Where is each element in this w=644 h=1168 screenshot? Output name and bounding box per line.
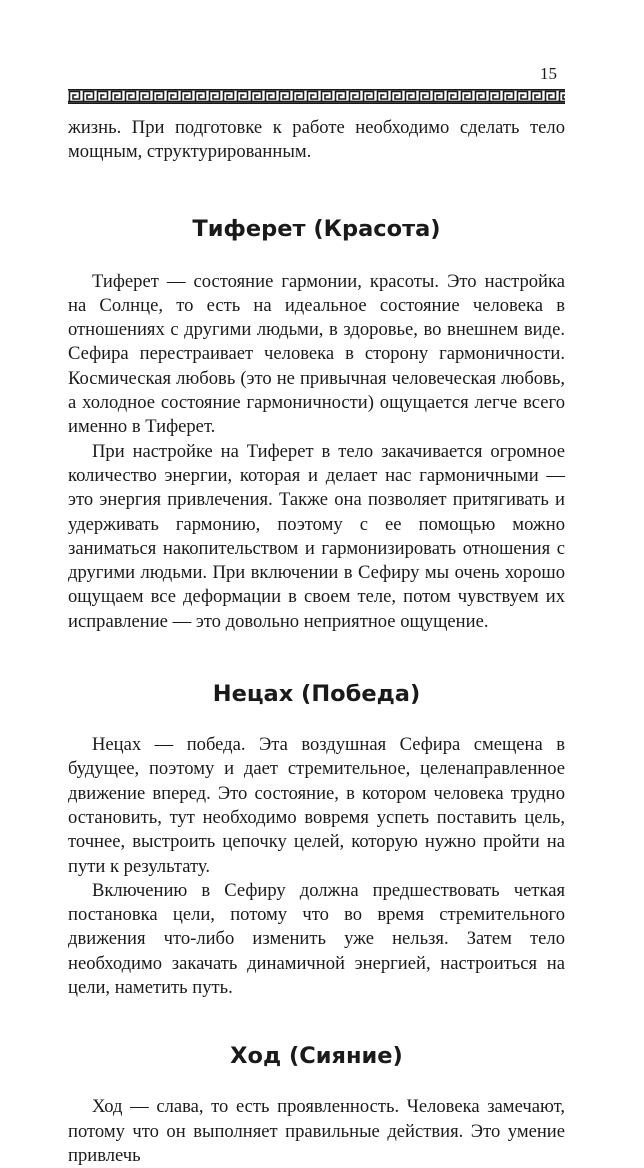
section-heading-tiferet: Тиферет (Красота) [192,215,441,242]
page-number: 15 [540,64,557,83]
section-heading-netzah: Нецах (Победа) [212,681,421,708]
paragraph-netzah-2: Включению в Сефиру должна предшествовать четкая постановка цели, потому что во время стремительного движения что-либо изменить уже нельзя. Затем тело необходимо закачать динамичной энергией, настроиться на цели, наметить путь. [68,879,565,999]
paragraph-tiferet-1: Тиферет — состояние гармонии, красоты. Это настройка на Солнце, то есть на идеальное состояние человека в отношениях с другими людьми, в здоровье, во внешнем виде. Сефира перестраивает человека в сторону гармоничности. Космическая любовь (это не привычная человеческая любовь, а холодное состояние гармоничности) ощущается легче всего именно в Тиферет. [68,270,565,438]
page-content [68,116,565,1168]
section-heading-hod: Ход (Сияние) [230,1043,403,1070]
greek-key-border-icon [68,89,565,104]
paragraph-hod-1: Ход — слава, то есть проявленность. Человека замечают, потому что он выполняет правильные действия. Это умение привлечь [68,1096,565,1166]
paragraph-netzah-1: Нецах — победа. Эта воздушная Сефира смещена в будущее, поэтому и дает стремительное, целенаправленное движение вперед. Это состояние, в котором человека трудно остановить, тут необходимо вовремя успеть поставить цель, точнее, выстроить цепочку целей, которую нужно пройти на пути к результату. [68,734,565,877]
intro-paragraph: жизнь. При подготовке к работе необходимо сделать тело мощным, структурированным. [68,117,565,163]
paragraph-tiferet-2: При настройке на Тиферет в тело закачивается огромное количество энергии, которая и делает нас гармоничными — это энергия привлечения. Также она позволяет притягивать и удерживать гармонию, поэтому с ее помощью можно заниматься накопительством и гармонизировать отношения с другими людьми. При включении в Сефиру мы очень хорошо ощущаем все деформации в своем теле, потом чувствуем их исправление — это довольно неприятное ощущение. [68,440,565,632]
